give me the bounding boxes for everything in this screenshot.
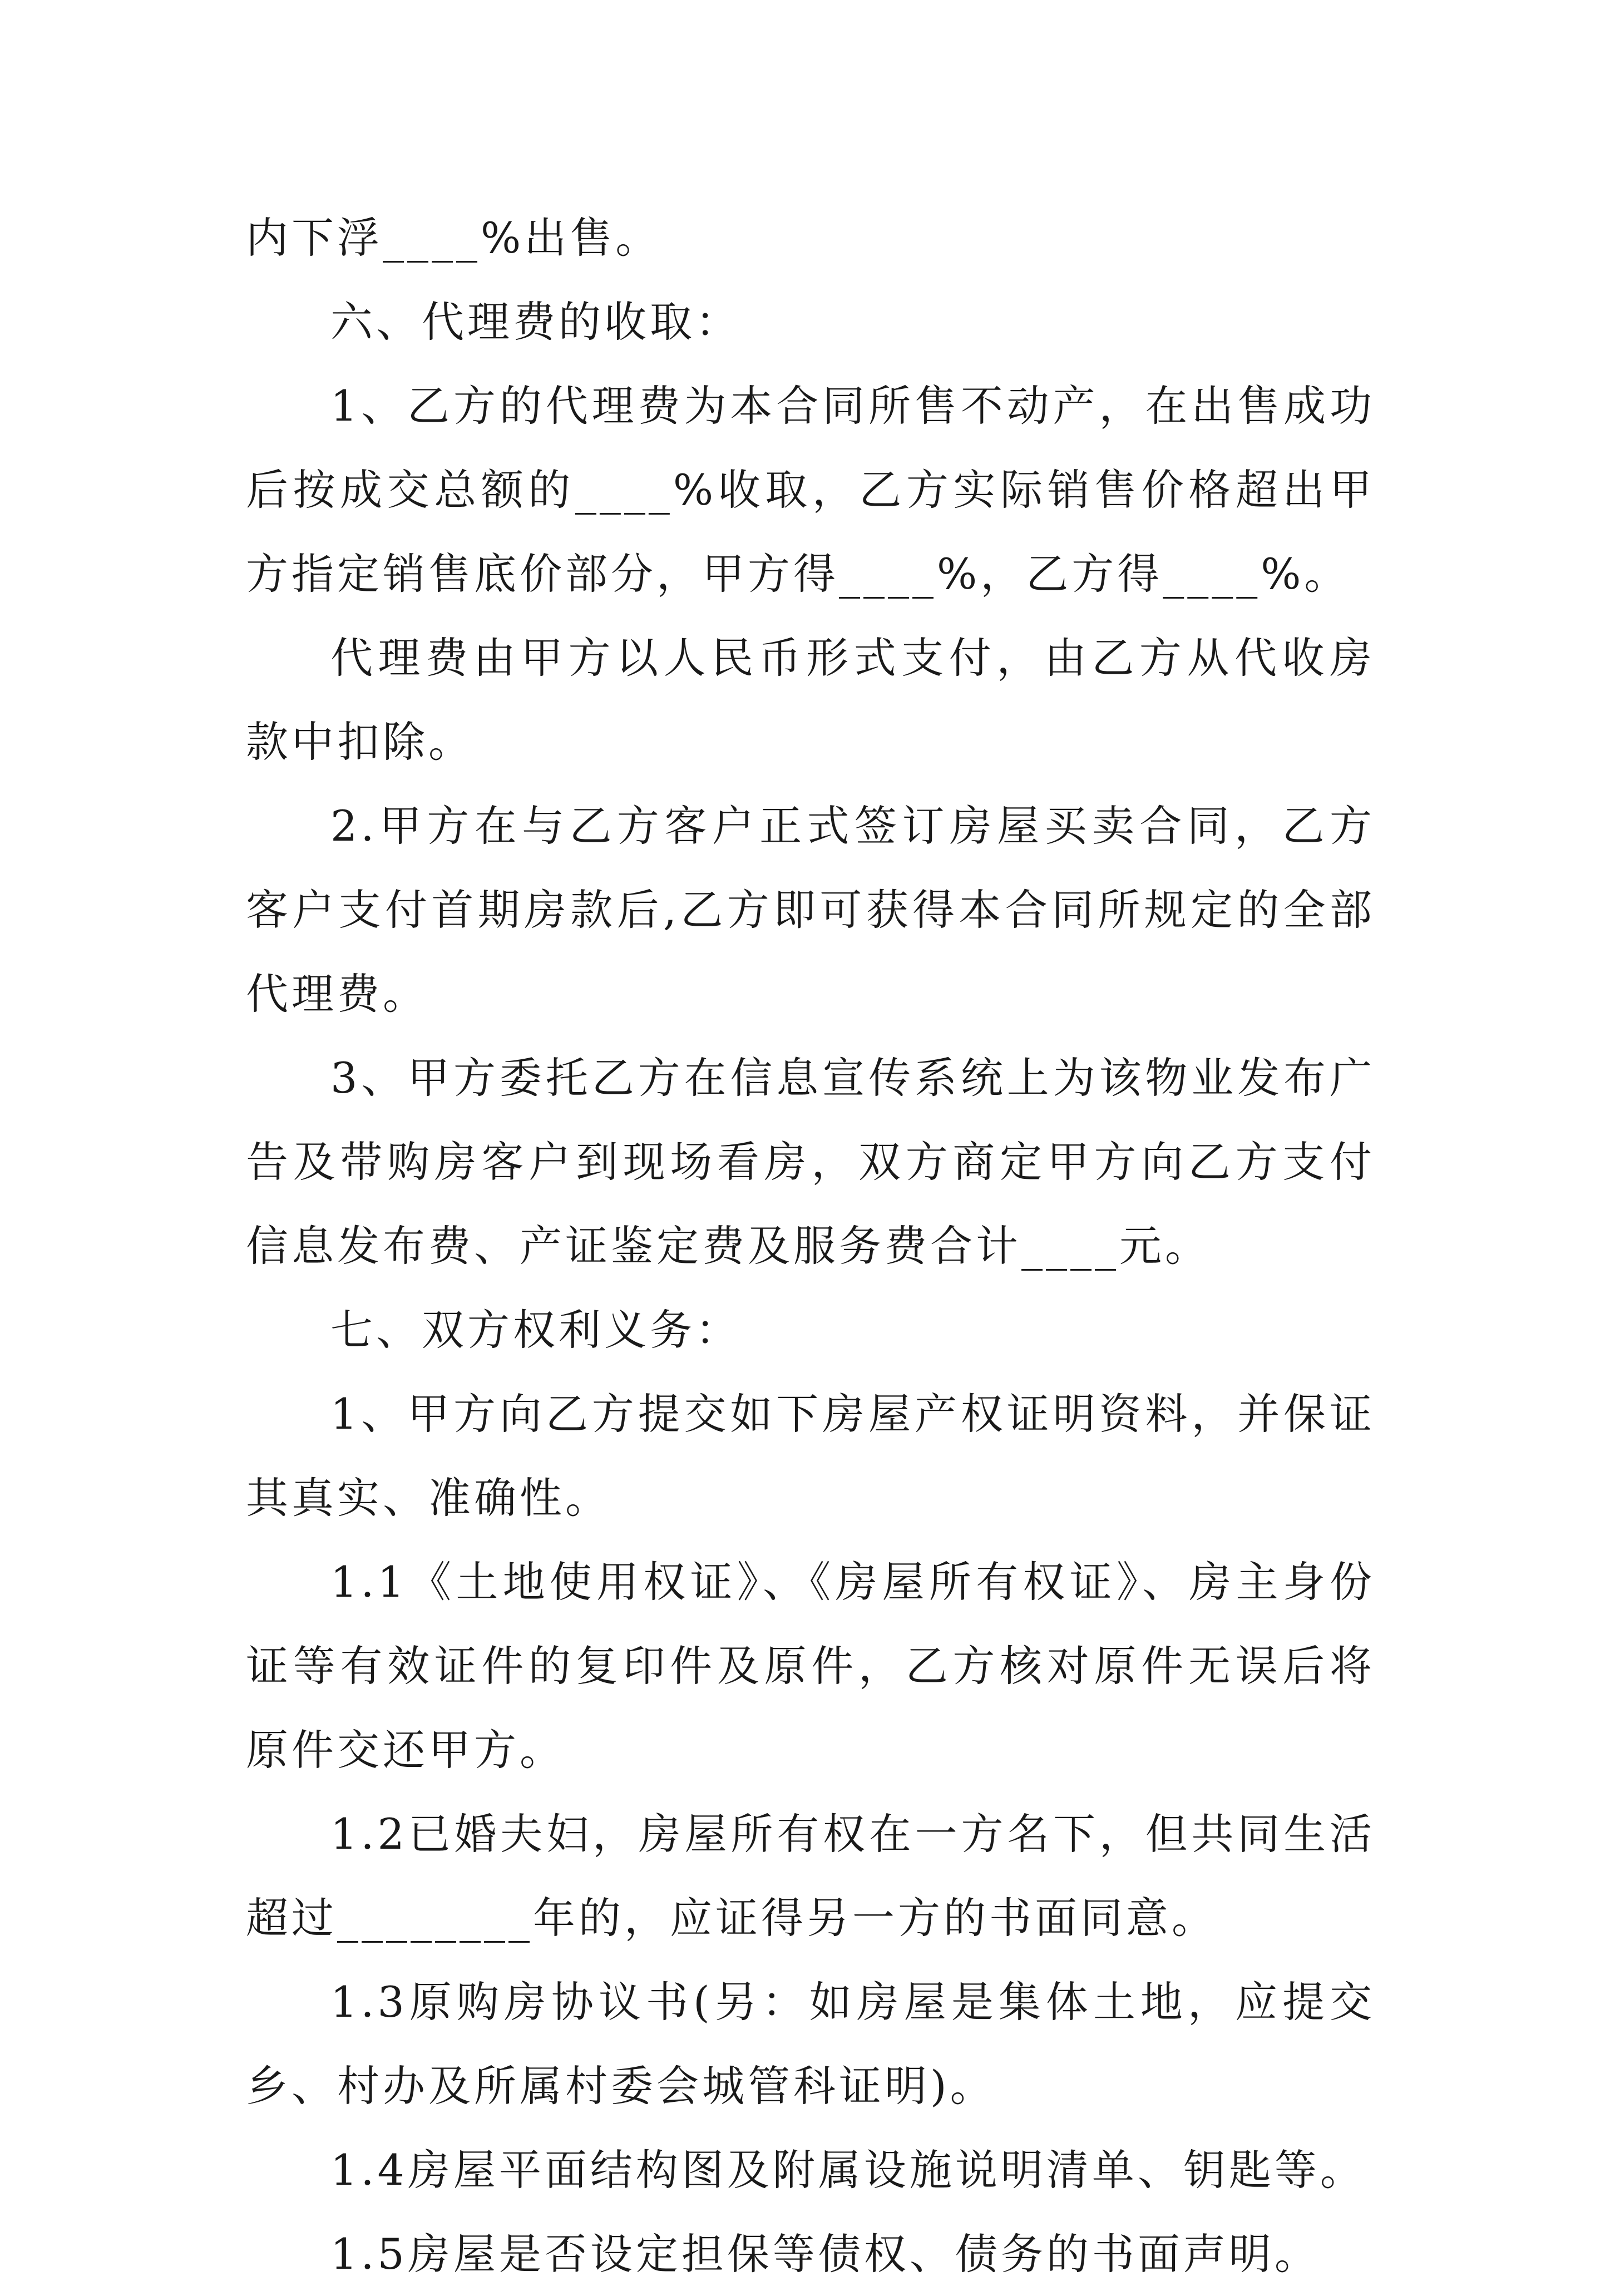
paragraph-advertising-fee: 3、甲方委托乙方在信息宣传系统上为该物业发布广告及带购房客户到现场看房，双方商定甲方向乙方支付信息发布费、产证鉴定费及服务费合计____元。	[246, 1053, 1375, 1271]
section-heading-agency-fee: 六、代理费的收取：	[330, 297, 741, 347]
paragraph-fee-rate: 1、乙方的代理费为本合同所售不动产，在出售成功后按成交总额的____%收取，乙方实际销售价格超出甲方指定销售底价部分，甲方得____%，乙方得____%。	[246, 381, 1375, 599]
paragraph-continuation: 内下浮____%出售。	[246, 213, 661, 263]
paragraph-item-1-1: 1.1《土地使用权证》、《房屋所有权证》、房主身份证等有效证件的复印件及原件，乙方核对原件无误后将原件交还甲方。	[246, 1557, 1375, 1775]
document-body	[246, 196, 1375, 2296]
paragraph-property-documents: 1、甲方向乙方提交如下房屋产权证明资料，并保证其真实、准确性。	[246, 1389, 1375, 1523]
section-heading-rights-obligations: 七、双方权利义务：	[330, 1305, 741, 1355]
paragraph-item-1-4: 1.4房屋平面结构图及附属设施说明清单、钥匙等。	[330, 2145, 1366, 2195]
paragraph-item-1-2: 1.2已婚夫妇，房屋所有权在一方名下，但共同生活超过________年的，应证得另一方的书面同意。	[246, 1809, 1375, 1943]
paragraph-item-1-3: 1.3原购房协议书(另：如房屋是集体土地，应提交乡、村办及所属村委会城管科证明)。	[246, 1977, 1375, 2111]
paragraph-item-1-5: 1.5房屋是否设定担保等债权、债务的书面声明。	[330, 2229, 1320, 2279]
paragraph-fee-timing: 2.甲方在与乙方客户正式签订房屋买卖合同，乙方客户支付首期房款后,乙方即可获得本合同所规定的全部代理费。	[246, 801, 1375, 1019]
paragraph-fee-payment: 代理费由甲方以人民币形式支付，由乙方从代收房款中扣除。	[246, 633, 1375, 767]
